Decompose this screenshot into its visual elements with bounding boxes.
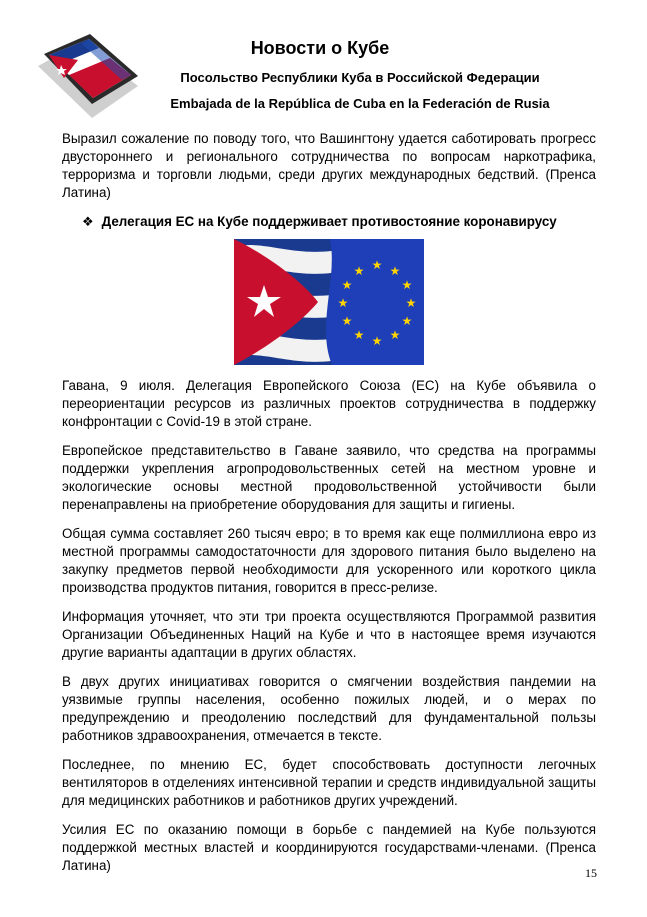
intro-paragraph: Выразил сожаление по поводу того, что Вашингтону удается саботировать прогресс двустороннего и регионального сотрудничества по вопросам наркотрафика, терроризма и торговли людьми, среди других международных бедствий. (Пренса Латина) xyxy=(62,131,596,200)
svg-text:★: ★ xyxy=(341,314,353,328)
diamond-bullet-icon: ❖ xyxy=(82,214,94,229)
article-body xyxy=(62,130,596,886)
page-number: 15 xyxy=(585,866,597,880)
page-title: Новости о Кубе xyxy=(250,38,390,58)
cuba-russia-flag-logo xyxy=(34,30,146,130)
svg-text:★: ★ xyxy=(401,314,413,328)
article-paragraph: Информация уточняет, что эти три проекта осуществляются Программой развития Организации Объединенных Наций на Кубе и что в настоящее время изучаются другие варианты адаптации в других областях. xyxy=(62,609,596,660)
svg-text:★: ★ xyxy=(353,264,365,278)
embassy-name-es: Embajada de la República de Cuba en la Federación de Rusia xyxy=(170,96,550,111)
svg-text:★: ★ xyxy=(337,296,349,310)
article-paragraph: В двух других инициативах говорится о смягчении воздействия пандемии на уязвимые группы населения, особенно пожилых людей, и о мерах по предупреждению и преодолению последствий для фундаментальной пользы работников здравоохранения, отмечается в тексте. xyxy=(62,674,596,743)
svg-text:★: ★ xyxy=(401,278,413,292)
svg-text:★: ★ xyxy=(371,334,383,348)
svg-text:★: ★ xyxy=(405,296,417,310)
svg-text:★: ★ xyxy=(389,264,401,278)
svg-text:★: ★ xyxy=(389,328,401,342)
cuba-eu-flags-photo xyxy=(234,239,424,365)
article-paragraph: Европейское представительство в Гаване заявило, что средства на программы поддержки укрепления агропродовольственных сетей на местном уровне и экологические основы местной продовольственной устойчивости были перенаправлены на приобретение оборудования для защиты и гигиены. xyxy=(62,443,596,512)
embassy-name-ru: Посольство Республики Куба в Российской Федерации xyxy=(180,70,540,85)
article-heading-text: Делегация ЕС на Кубе поддерживает противостояние коронавирусу xyxy=(101,214,557,229)
article-heading xyxy=(82,213,596,231)
article-paragraph: Усилия ЕС по оказанию помощи в борьбе с пандемией на Кубе пользуются поддержкой местных властей и координируются государствами-членами. (Пренса Латина) xyxy=(62,822,596,873)
article-paragraph: Последнее, по мнению ЕС, будет способствовать доступности легочных вентиляторов в отделениях интенсивной терапии и средств индивидуальной защиты для медицинских работников и работников других учреждений. xyxy=(62,757,596,808)
article-paragraph: Гавана, 9 июля. Делегация Европейского Союза (ЕС) на Кубе объявила о переориентации ресурсов из различных проектов сотрудничества в поддержку конфронтации с Covid-19 в этой стране. xyxy=(62,378,596,429)
svg-text:★: ★ xyxy=(341,278,353,292)
article-paragraph: Общая сумма составляет 260 тысяч евро; в то время как еще полмиллиона евро из местной программы самодостаточности для здорового питания было выделено на закупку предметов первой необходимости для ускоренного или короткого цикла производства продуктов питания, говорится в пресс-релизе. xyxy=(62,526,596,595)
svg-text:★: ★ xyxy=(371,258,383,272)
svg-text:★: ★ xyxy=(353,328,365,342)
